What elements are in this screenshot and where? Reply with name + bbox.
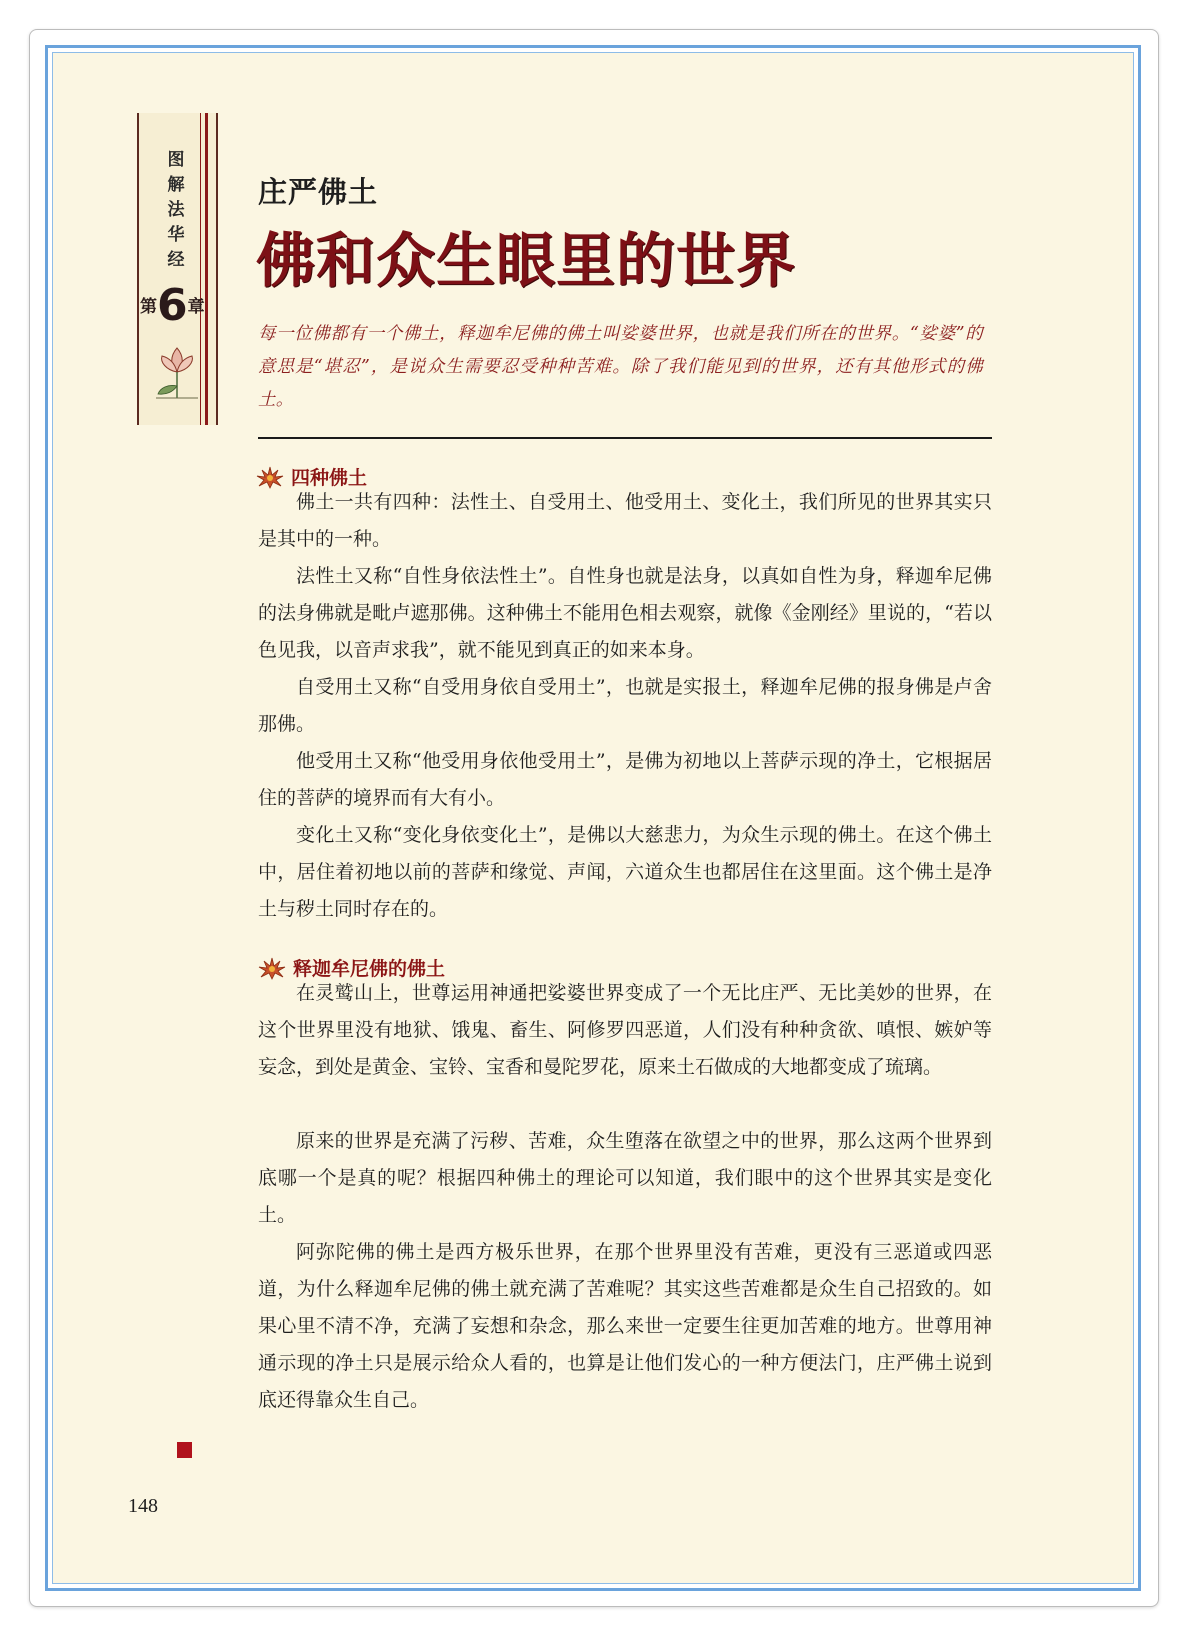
paragraph: 在灵鹫山上，世尊运用神通把娑婆世界变成了一个无比庄严、无比美妙的世界，在这个世界里没有地狱、饿鬼、畜生、阿修罗四恶道，人们没有种种贪欲、嗔恨、嫉妒等妄念，到处是黄金、宝铃、宝香和曼陀罗花，原来土石做成的大地都变成了琉璃。 — [258, 982, 992, 1078]
book-title-char: 华 — [167, 225, 185, 245]
page-number: 148 — [128, 1495, 158, 1517]
tab-stripe — [205, 113, 208, 425]
paragraph: 他受用土又称“他受用身依他受用土”，是佛为初地以上菩萨示现的净土，它根据居住的菩萨的境界而有大有小。 — [258, 750, 992, 809]
paragraph: 自受用土又称“自受用身依自受用土”，也就是实报土，释迦牟尼佛的报身佛是卢舍那佛。 — [258, 676, 992, 735]
chapter-label — [140, 280, 205, 331]
book-title-char: 图 — [167, 150, 185, 170]
paragraph: 阿弥陀佛的佛土是西方极乐世界，在那个世界里没有苦难，更没有三恶道或四恶道，为什么释迦牟尼佛的佛土就充满了苦难呢？其实这些苦难都是众生自己招致的。如果心里不清不净，充满了妄想和杂念，那么来世一定要生往更加苦难的地方。世尊用神通示现的净土只是展示给众人看的，也算是让他们发心的一种方便法门，庄严佛土说到底还得靠众生自己。 — [258, 1241, 992, 1411]
book-title-char: 法 — [167, 200, 185, 220]
book-title-char: 解 — [167, 175, 185, 195]
page-marker — [177, 1442, 192, 1458]
paragraph: 法性土又称“自性身依法性土”。自性身也就是法身，以真如自性为身，释迦牟尼佛的法身佛就是毗卢遮那佛。这种佛土不能用色相去观察，就像《金刚经》里说的，“若以色见我，以音声求我”，就不能见到真正的如来本身。 — [258, 565, 992, 661]
chapter-prefix: 第 — [140, 297, 157, 317]
paragraph: 原来的世界是充满了污秽、苦难，众生堕落在欲望之中的世界，那么这两个世界到底哪一个是真的呢？根据四种佛土的理论可以知道，我们眼中的这个世界其实是变化土。 — [258, 1130, 992, 1226]
book-title-vertical — [161, 148, 191, 273]
paragraph: 变化土又称“变化身依变化土”，是佛以大慈悲力，为众生示现的佛土。在这个佛土中，居住着初地以前的菩萨和缘觉、声闻，六道众生也都居住在这里面。这个佛土是净土与秽土同时存在的。 — [258, 824, 992, 920]
divider — [258, 437, 992, 439]
lotus-flower-icon — [150, 340, 204, 402]
paragraph: 佛土一共有四种：法性土、自受用土、他受用土、变化土，我们所见的世界其实只是其中的一种。 — [258, 491, 992, 550]
page-subtitle: 庄严佛土 — [258, 175, 379, 209]
intro-text: 每一位佛都有一个佛土，释迦牟尼佛的佛土叫娑婆世界，也就是我们所在的世界。“娑婆”的意思是“堪忍”，是说众生需要忍受种种苦难。除了我们能见到的世界，还有其他形式的佛土。 — [258, 324, 983, 410]
section-heading-text: 释迦牟尼佛的佛土 — [293, 958, 446, 980]
book-title-char: 经 — [167, 250, 185, 270]
chapter-suffix: 章 — [187, 297, 205, 317]
chapter-number: 6 — [157, 280, 188, 331]
section-heading-text: 四种佛土 — [291, 467, 368, 489]
page-title: 佛和众生眼里的世界 — [256, 226, 797, 295]
